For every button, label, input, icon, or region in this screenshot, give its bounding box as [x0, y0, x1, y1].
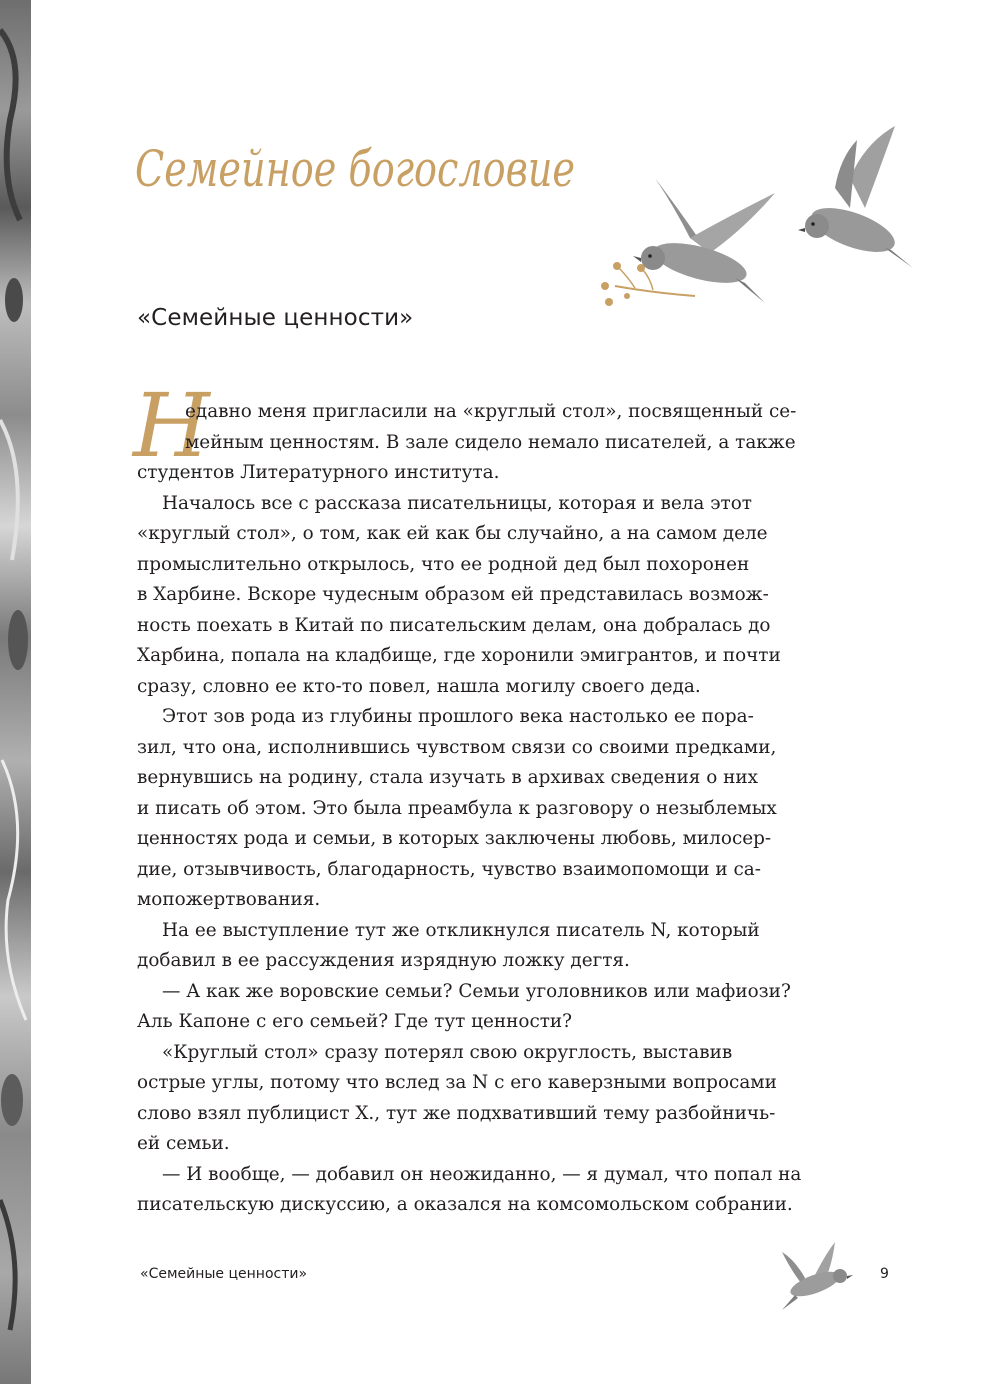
text-line: «круглый стол», о том, как ей как бы случайно, а на самом деле [137, 523, 768, 544]
text-line: вернувшись на родину, стала изучать в архивах сведения о них [137, 767, 759, 788]
bird-right [798, 126, 913, 268]
text-line: и писать об этом. Это была преамбула к разговору о незыблемых [137, 797, 777, 819]
text-line: мопожертвования. [137, 889, 321, 910]
page-number: 9 [880, 1266, 889, 1282]
text-line: мейным ценностям. В зале сидело немало писателей, а также [185, 431, 796, 453]
text-line: Началось все с рассказа писательницы, которая и вела этот [162, 492, 752, 514]
text-line: писательскую дискуссию, а оказался на комсомольском собрании. [137, 1194, 793, 1215]
text-line: — А как же воровские семьи? Семьи уголовников или мафиози? [162, 980, 791, 1002]
bird-illustration [770, 1240, 860, 1324]
chapter-title [135, 128, 605, 208]
text-line: Аль Капоне с его семьей? Где тут ценности? [137, 1011, 573, 1032]
text-line: — И вообще, — добавил он неожиданно, — я думал, что попал на [162, 1163, 802, 1185]
text-line: слово взял публицист Х., тут же подхвативший тему разбойничь- [137, 1102, 776, 1124]
text-line: острые углы, потому что вслед за N с его каверзными вопросами [137, 1072, 777, 1093]
text-line: едавно меня пригласили на «круглый стол», посвященный се- [185, 401, 797, 422]
bird-left [633, 178, 775, 303]
text-line: студентов Литературного института. [137, 462, 500, 483]
chapter-title-text: Семейное богословие [135, 140, 575, 198]
text-line: ность поехать в Китай по писательским делам, она добралась до [137, 614, 771, 636]
text-line: добавил в ее рассуждения изрядную ложку дегтя. [137, 950, 630, 971]
text-line: «Круглый стол» сразу потерял свою округлость, выставив [162, 1041, 733, 1063]
drop-cap: Н [133, 374, 210, 477]
text-line: На ее выступление тут же откликнулся писатель N, который [162, 919, 760, 941]
body-text [137, 397, 897, 1221]
text-line: ценностях рода и семьи, в которых заключены любовь, милосер- [137, 828, 772, 849]
running-footer: «Семейные ценности» [140, 1266, 308, 1282]
text-line: дие, отзывчивость, благодарность, чувство взаимопомощи и са- [137, 858, 761, 880]
text-line: ей семьи. [137, 1133, 230, 1154]
text-line: Этот зов рода из глубины прошлого века настолько ее пора- [162, 706, 754, 727]
side-illustration-strip [0, 0, 31, 1384]
text-line: зил, что она, исполнившись чувством связи со своими предками, [137, 736, 777, 758]
text-line: промыслительно открылось, что ее родной дед был похоронен [137, 553, 750, 575]
section-heading: «Семейные ценности» [137, 305, 414, 331]
text-line: в Харбине. Вскоре чудесным образом ей представилась возмож- [137, 584, 769, 605]
text-line: сразу, словно ее кто-то повел, нашла могилу своего деда. [137, 675, 701, 697]
bird-pair-illustration [595, 118, 925, 322]
text-line: Харбина, попала на кладбище, где хоронили эмигрантов, и почти [137, 645, 781, 666]
